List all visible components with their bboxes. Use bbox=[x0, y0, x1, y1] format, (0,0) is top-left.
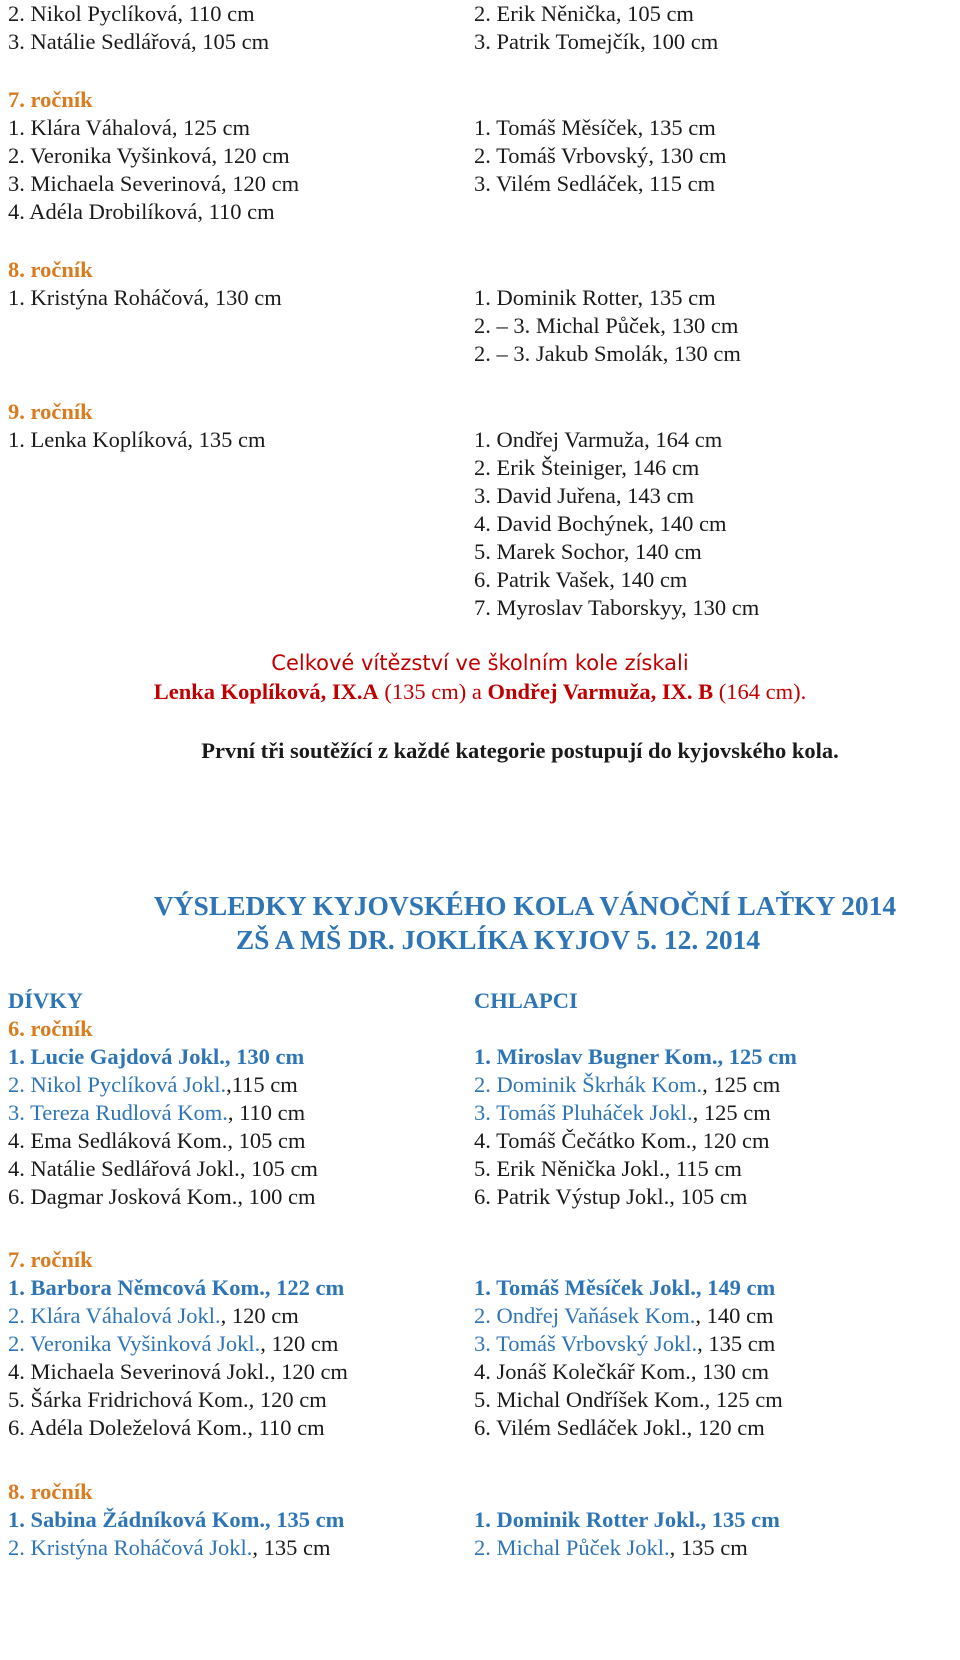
competitor-name: 2. Kristýna Roháčová Jokl. bbox=[8, 1535, 253, 1560]
boys-result bbox=[474, 1043, 797, 1071]
girls-label: DÍVKY bbox=[8, 988, 84, 1013]
boys-result: 6. Patrik Vašek, 140 cm bbox=[474, 567, 688, 592]
boys-result bbox=[474, 1274, 775, 1302]
overall-winner-boy-height: (164 cm). bbox=[713, 679, 807, 704]
competitor-height: , 105 cm bbox=[669, 1184, 748, 1209]
boys-result bbox=[474, 1534, 748, 1562]
girls-result bbox=[8, 1534, 330, 1562]
girls-result bbox=[8, 1183, 315, 1211]
competitor-name: 4. Tomáš Čečátko Kom. bbox=[474, 1128, 692, 1153]
boys-result: 5. Marek Sochor, 140 cm bbox=[474, 539, 702, 564]
competitor-height: , 125 cm bbox=[717, 1044, 797, 1069]
girls-result: 3. Natálie Sedlářová, 105 cm bbox=[8, 29, 270, 54]
competitor-name: 2. Nikol Pyclíková Jokl. bbox=[8, 1072, 227, 1097]
kyjov-grade-heading-g6: 6. ročník bbox=[8, 1016, 93, 1041]
boys-result: 2. Erik Něnička, 105 cm bbox=[474, 1, 694, 26]
competitor-name: 2. Veronika Vyšinková Jokl. bbox=[8, 1331, 261, 1356]
boys-result: 1. Tomáš Měsíček, 135 cm bbox=[474, 115, 716, 140]
boys-result: 3. Vilém Sedláček, 115 cm bbox=[474, 171, 716, 196]
girls-result: 3. Michaela Severinová, 120 cm bbox=[8, 171, 300, 196]
competitor-height: , 140 cm bbox=[695, 1303, 774, 1328]
competitor-name: 1. Barbora Němcová Kom. bbox=[8, 1275, 265, 1300]
grade-heading-9: 9. ročník bbox=[8, 399, 93, 424]
boys-result: 2. – 3. Jakub Smolák, 130 cm bbox=[474, 341, 741, 366]
competitor-height: , 125 cm bbox=[692, 1100, 771, 1125]
competitor-height: , 122 cm bbox=[264, 1275, 345, 1300]
boys-result: 2. – 3. Michal Půček, 130 cm bbox=[474, 313, 739, 338]
boys-result bbox=[474, 1071, 780, 1099]
competitor-name: 4. Jonáš Kolečkář Kom. bbox=[474, 1359, 691, 1384]
competitor-name: 1. Dominik Rotter Jokl. bbox=[474, 1507, 701, 1532]
boys-result bbox=[474, 1358, 769, 1386]
grade-heading-8: 8. ročník bbox=[8, 257, 93, 282]
competitor-name: 6. Adéla Doleželová Kom. bbox=[8, 1415, 248, 1440]
results-title: VÝSLEDKY KYJOVSKÉHO KOLA VÁNOČNÍ LAŤKY 2014 bbox=[153, 890, 897, 921]
competitor-height: , 135 cm bbox=[264, 1507, 345, 1532]
competitor-name: 5. Erik Něnička Jokl. bbox=[474, 1156, 665, 1181]
boys-result: 4. David Bochýnek, 140 cm bbox=[474, 511, 727, 536]
competitor-name: 6. Dagmar Josková Kom. bbox=[8, 1184, 238, 1209]
competitor-height: , 120 cm bbox=[269, 1359, 348, 1384]
boys-result bbox=[474, 1183, 747, 1211]
boys-result bbox=[474, 1506, 780, 1534]
overall-winner-boy: Ondřej Varmuža, IX. B bbox=[487, 679, 714, 704]
boys-result: 3. David Juřena, 143 cm bbox=[474, 483, 694, 508]
overall-winner-girl-height: (135 cm) a bbox=[378, 679, 488, 704]
competitor-name: 2. Dominik Škrhák Kom. bbox=[474, 1072, 703, 1097]
boys-result: 1. Dominik Rotter, 135 cm bbox=[474, 285, 716, 310]
boys-result bbox=[474, 1414, 765, 1442]
boys-result bbox=[474, 1155, 742, 1183]
girls-result: 2. Veronika Vyšinková, 120 cm bbox=[8, 143, 290, 168]
boys-result bbox=[474, 1302, 774, 1330]
girls-result bbox=[8, 1043, 304, 1071]
boys-result: 2. Erik Šteiniger, 146 cm bbox=[474, 455, 700, 480]
kyjov-grade-heading-g7: 7. ročník bbox=[8, 1247, 93, 1272]
competitor-height: , 120 cm bbox=[686, 1415, 765, 1440]
competitor-name: 1. Sabina Žádníková Kom. bbox=[8, 1507, 265, 1532]
girls-result bbox=[8, 1155, 318, 1183]
girls-result bbox=[8, 1506, 344, 1534]
girls-result bbox=[8, 1302, 299, 1330]
competitor-height: , 135 cm bbox=[697, 1331, 776, 1356]
competitor-name: 1. Miroslav Bugner Kom. bbox=[474, 1044, 718, 1069]
girls-result: 1. Lenka Koplíková, 135 cm bbox=[8, 427, 266, 452]
competitor-height: , 120 cm bbox=[691, 1128, 770, 1153]
boys-result bbox=[474, 1127, 769, 1155]
competitor-height: , 125 cm bbox=[704, 1387, 783, 1412]
boys-result: 2. Tomáš Vrbovský, 130 cm bbox=[474, 143, 727, 168]
competitor-name: 4. Natálie Sedlářová Jokl. bbox=[8, 1156, 240, 1181]
competitor-name: 3. Tomáš Pluháček Jokl. bbox=[474, 1100, 693, 1125]
girls-result bbox=[8, 1414, 325, 1442]
competitor-height: , 105 cm bbox=[239, 1156, 318, 1181]
girls-result bbox=[8, 1358, 348, 1386]
boys-result: 7. Myroslav Taborskyy, 130 cm bbox=[474, 595, 760, 620]
competitor-name: 2. Ondřej Vaňásek Kom. bbox=[474, 1303, 696, 1328]
girls-result bbox=[8, 1071, 298, 1099]
competitor-name: 1. Lucie Gajdová Jokl. bbox=[8, 1044, 225, 1069]
competitor-height: , 135 cm bbox=[700, 1507, 780, 1532]
competitor-name: 4. Ema Sedláková Kom. bbox=[8, 1128, 228, 1153]
competitor-height: , 115 cm bbox=[664, 1156, 742, 1181]
competitor-name: 3. Tomáš Vrbovský Jokl. bbox=[474, 1331, 698, 1356]
competitor-height: , 135 cm bbox=[669, 1535, 748, 1560]
competitor-name: 5. Michal Ondříšek Kom. bbox=[474, 1387, 705, 1412]
overall-winner-girl: Lenka Koplíková, IX.A bbox=[153, 679, 379, 704]
grade-heading-7: 7. ročník bbox=[8, 87, 93, 112]
girls-result: 1. Kristýna Roháčová, 130 cm bbox=[8, 285, 282, 310]
boys-result: 3. Patrik Tomejčík, 100 cm bbox=[474, 29, 719, 54]
competitor-name: 2. Michal Půček Jokl. bbox=[474, 1535, 670, 1560]
girls-result bbox=[8, 1274, 344, 1302]
competitor-height: , 110 cm bbox=[247, 1415, 325, 1440]
boys-result bbox=[474, 1330, 775, 1358]
girls-result bbox=[8, 1330, 338, 1358]
girls-result bbox=[8, 1127, 305, 1155]
boys-result bbox=[474, 1099, 771, 1127]
girls-result bbox=[8, 1386, 327, 1414]
results-subtitle: ZŠ A MŠ DR. JOKLÍKA KYJOV 5. 12. 2014 bbox=[235, 924, 761, 955]
advance-note: První tři soutěžící z každé kategorie postupují do kyjovského kola. bbox=[201, 738, 839, 763]
girls-result: 2. Nikol Pyclíková, 110 cm bbox=[8, 1, 255, 26]
competitor-height: , 135 cm bbox=[252, 1535, 331, 1560]
competitor-height: , 120 cm bbox=[260, 1331, 339, 1356]
boys-result bbox=[474, 1386, 783, 1414]
girls-result: 4. Adéla Drobilíková, 110 cm bbox=[8, 199, 275, 224]
girls-result: 1. Klára Váhalová, 125 cm bbox=[8, 115, 251, 140]
competitor-height: , 130 cm bbox=[224, 1044, 305, 1069]
competitor-height: , 100 cm bbox=[237, 1184, 316, 1209]
competitor-height: , 125 cm bbox=[702, 1072, 781, 1097]
girls-result bbox=[8, 1099, 305, 1127]
kyjov-grade-heading-g8: 8. ročník bbox=[8, 1479, 93, 1504]
competitor-height: ,115 cm bbox=[226, 1072, 298, 1097]
competitor-name: 6. Patrik Výstup Jokl. bbox=[474, 1184, 670, 1209]
competitor-height: , 105 cm bbox=[227, 1128, 306, 1153]
competitor-name: 5. Šárka Fridrichová Kom. bbox=[8, 1387, 249, 1412]
competitor-height: , 120 cm bbox=[248, 1387, 327, 1412]
competitor-height: , 110 cm bbox=[227, 1100, 306, 1125]
overall-winner-intro: Celkové vítězství ve školním kole získali bbox=[271, 651, 689, 675]
boys-result: 1. Ondřej Varmuža, 164 cm bbox=[474, 427, 723, 452]
competitor-height: , 130 cm bbox=[690, 1359, 769, 1384]
competitor-height: , 149 cm bbox=[695, 1275, 776, 1300]
competitor-height: , 120 cm bbox=[220, 1303, 299, 1328]
competitor-name: 1. Tomáš Měsíček Jokl. bbox=[474, 1275, 696, 1300]
competitor-name: 4. Michaela Severinová Jokl. bbox=[8, 1359, 270, 1384]
overall-winner-line bbox=[0, 677, 960, 707]
boys-label: CHLAPCI bbox=[474, 988, 578, 1013]
competitor-name: 6. Vilém Sedláček Jokl. bbox=[474, 1415, 687, 1440]
competitor-name: 3. Tereza Rudlová Kom. bbox=[8, 1100, 228, 1125]
competitor-name: 2. Klára Váhalová Jokl. bbox=[8, 1303, 221, 1328]
